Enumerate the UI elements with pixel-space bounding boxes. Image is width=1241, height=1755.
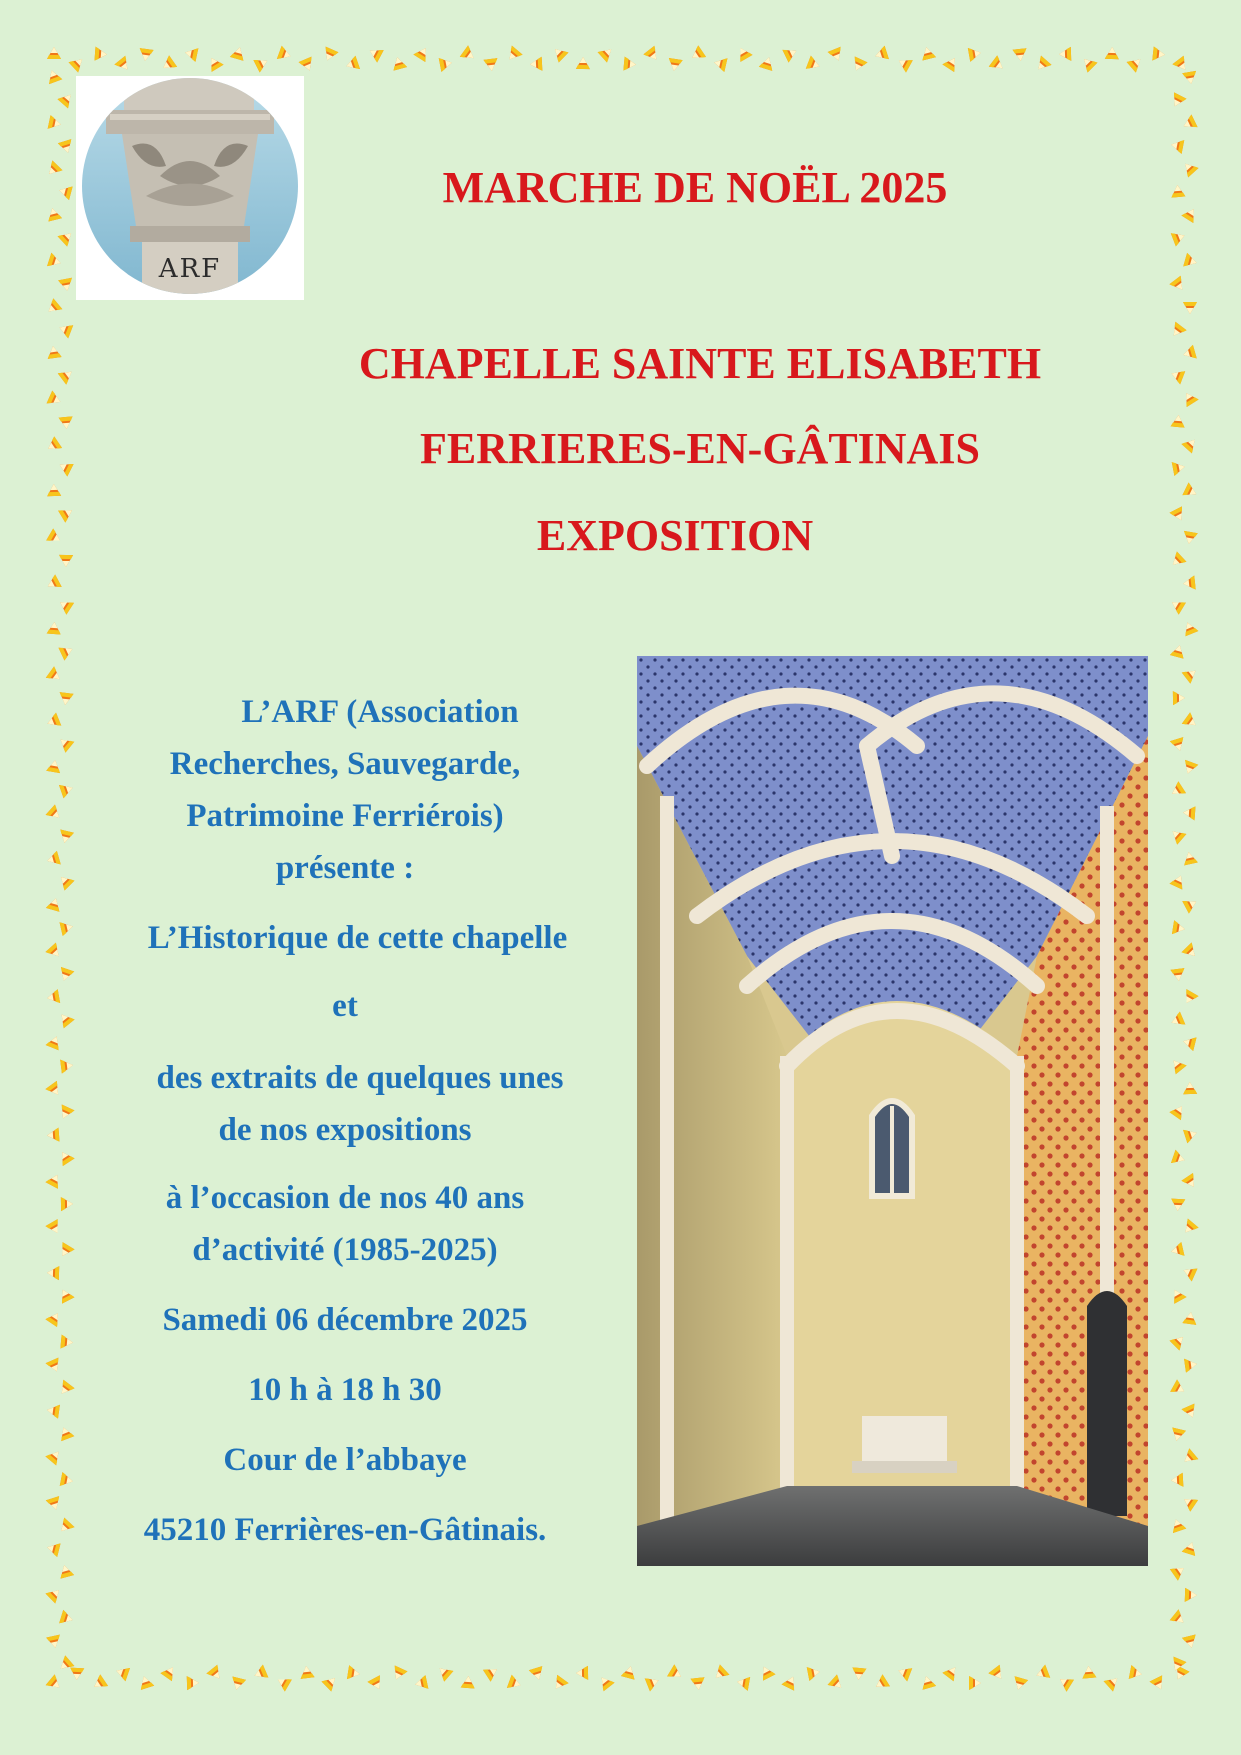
candy-corn-icon: [550, 44, 568, 62]
candy-corn-icon: [56, 872, 74, 890]
candy-corn-icon: [1183, 302, 1197, 314]
candy-corn-icon: [390, 1666, 408, 1683]
candy-corn-icon: [56, 1518, 74, 1536]
body-line: à l’occasion de nos 40 ans: [165, 1180, 525, 1216]
candy-corn-icon: [645, 1674, 661, 1691]
candy-corn-icon: [1169, 1012, 1186, 1030]
candy-corn-icon: [439, 56, 453, 72]
candy-corn-icon: [184, 46, 199, 62]
candy-corn-icon: [1181, 115, 1198, 133]
candy-corn-icon: [1079, 54, 1097, 72]
candy-corn-icon: [1182, 851, 1198, 866]
candy-corn-icon: [230, 1676, 246, 1691]
candy-corn-icon: [1013, 48, 1028, 61]
candy-corn-icon: [57, 967, 74, 983]
candy-corn-icon: [57, 90, 75, 108]
candy-corn-icon: [483, 58, 498, 72]
candy-corn-icon: [69, 54, 87, 72]
candy-corn-icon: [1170, 737, 1187, 753]
candy-corn-icon: [95, 47, 108, 62]
candy-corn-icon: [46, 528, 63, 546]
candy-corn-icon: [47, 391, 64, 409]
candy-corn-icon: [713, 56, 728, 72]
candy-corn-icon: [1171, 1150, 1187, 1167]
candy-corn-icon: [56, 1380, 74, 1398]
candy-corn-icon: [1011, 1676, 1028, 1691]
candy-corn-icon: [942, 1663, 960, 1681]
candy-corn-icon: [782, 45, 799, 63]
candy-corn-icon: [57, 1425, 74, 1441]
candy-corn-icon: [45, 1172, 63, 1189]
candy-corn-icon: [873, 46, 889, 63]
candy-corn-icon: [1170, 1428, 1186, 1443]
event-date: Samedi 06 décembre 2025: [162, 1302, 528, 1338]
candy-corn-icon: [45, 851, 60, 868]
candy-corn-icon: [1182, 576, 1195, 591]
candy-corn-icon: [46, 896, 63, 911]
candy-corn-icon: [45, 1081, 63, 1099]
candy-corn-icon: [114, 1664, 130, 1681]
candy-corn-icon: [1168, 781, 1186, 799]
candy-corn-icon: [828, 47, 845, 63]
candy-corn-icon: [60, 920, 75, 936]
body-line: présente :: [275, 850, 415, 886]
body-line: Patrimoine Ferriérois): [186, 798, 504, 834]
candy-corn-icon: [1169, 1517, 1186, 1533]
candy-corn-icon: [187, 1676, 199, 1690]
candy-corn-icon: [895, 54, 912, 72]
candy-corn-icon: [1169, 276, 1187, 294]
candy-corn-icon: [1183, 253, 1198, 270]
candy-corn-icon: [56, 734, 74, 752]
candy-corn-icon: [45, 713, 61, 730]
event-hours: 10 h à 18 h 30: [248, 1372, 442, 1408]
candy-corn-icon: [57, 183, 72, 200]
candy-corn-icon: [1168, 1056, 1186, 1074]
arf-logo: [76, 76, 304, 300]
candy-corn-icon: [1180, 989, 1198, 1006]
candy-corn-icon: [1181, 1173, 1199, 1191]
candy-corn-icon: [1171, 414, 1186, 427]
candy-corn-icon: [1170, 138, 1184, 154]
event-title: MARCHE DE NOËL 2025: [442, 163, 948, 212]
candy-corn-icon: [70, 1668, 85, 1681]
candy-corn-icon: [734, 44, 752, 61]
candy-corn-icon: [413, 44, 431, 62]
candy-corn-icon: [60, 1058, 74, 1073]
candy-corn-icon: [1184, 1357, 1198, 1373]
candy-corn-icon: [1181, 205, 1199, 223]
candy-corn-icon: [1104, 1673, 1122, 1691]
candy-corn-icon: [277, 46, 293, 63]
candy-corn-icon: [758, 1664, 776, 1681]
candy-corn-icon: [1182, 665, 1200, 683]
candy-corn-icon: [1180, 159, 1198, 177]
candy-corn-icon: [46, 1403, 60, 1419]
candy-corn-icon: [1170, 1332, 1188, 1350]
candy-corn-icon: [1169, 92, 1187, 109]
candy-corn-icon: [968, 46, 982, 62]
candy-corn-icon: [1081, 1665, 1096, 1678]
candy-corn-icon: [44, 161, 62, 179]
candy-corn-icon: [1182, 1540, 1199, 1556]
candy-corn-icon: [688, 45, 706, 63]
candy-corn-icon: [504, 46, 522, 64]
candy-corn-icon: [1129, 1665, 1143, 1681]
candy-corn-icon: [1180, 389, 1198, 407]
candy-corn-icon: [46, 1034, 63, 1050]
candy-corn-icon: [299, 57, 317, 74]
candy-corn-icon: [414, 1675, 429, 1691]
candy-corn-icon: [1152, 47, 1165, 62]
candy-corn-icon: [1059, 47, 1071, 61]
candy-corn-icon: [1180, 1493, 1198, 1511]
candy-corn-icon: [321, 47, 339, 64]
candy-corn-icon: [46, 1496, 63, 1512]
candy-corn-icon: [1170, 1609, 1188, 1627]
candy-corn-icon: [252, 1665, 269, 1683]
candy-corn-icon: [1181, 435, 1199, 453]
logo-text: ARF: [158, 254, 222, 284]
candy-corn-icon: [58, 278, 74, 292]
candy-corn-icon: [507, 1675, 523, 1692]
candy-corn-icon: [1056, 1673, 1074, 1691]
candy-corn-icon: [56, 1010, 74, 1028]
candy-corn-icon: [1173, 691, 1185, 705]
candy-corn-icon: [47, 47, 61, 59]
candy-corn-icon: [1170, 643, 1187, 658]
candy-corn-icon: [596, 1673, 614, 1691]
candy-corn-icon: [850, 57, 868, 74]
body-line: L’ARF (Association: [241, 694, 519, 730]
candy-corn-icon: [59, 416, 74, 429]
candy-corn-icon: [57, 1105, 75, 1122]
candy-corn-icon: [1182, 483, 1199, 501]
candy-corn-icon: [920, 46, 936, 61]
body-line: L’Historique de cette chapelle: [147, 920, 568, 956]
candy-corn-icon: [1170, 184, 1185, 197]
body-line: de nos expositions: [218, 1112, 472, 1148]
candy-corn-icon: [299, 1665, 314, 1679]
event-address: 45210 Ferrières-en-Gâtinais.: [143, 1512, 547, 1548]
candy-corn-icon: [46, 1635, 62, 1650]
candy-corn-icon: [989, 55, 1007, 73]
candy-corn-icon: [1105, 47, 1119, 59]
candy-corn-icon: [483, 1663, 501, 1681]
candy-corn-icon: [58, 830, 74, 845]
candy-corn-icon: [667, 1664, 684, 1682]
candy-corn-icon: [57, 321, 73, 338]
candy-corn-icon: [1181, 943, 1199, 961]
candy-corn-icon: [253, 55, 270, 73]
candy-corn-icon: [46, 345, 62, 359]
candy-corn-icon: [1168, 596, 1185, 614]
candy-corn-icon: [1150, 1675, 1168, 1692]
candy-corn-icon: [529, 1666, 546, 1682]
candy-corn-icon: [59, 555, 73, 567]
candy-corn-icon: [60, 1472, 74, 1488]
candy-corn-icon: [1182, 896, 1199, 914]
candy-corn-icon: [530, 57, 543, 72]
candy-corn-icon: [667, 58, 683, 72]
candy-corn-icon: [1170, 1242, 1185, 1258]
candy-corn-icon: [1180, 1219, 1198, 1237]
candy-corn-icon: [1181, 760, 1198, 776]
candy-corn-icon: [807, 1665, 821, 1681]
candy-corn-icon: [896, 1664, 912, 1681]
candy-corn-icon: [60, 1335, 73, 1350]
candy-corn-icon: [90, 1674, 108, 1692]
candy-corn-icon: [206, 1665, 224, 1683]
exhibition-label: EXPOSITION: [536, 511, 814, 560]
candy-corn-icon: [45, 1219, 63, 1236]
candy-corn-icon: [576, 57, 590, 69]
candy-corn-icon: [643, 46, 661, 64]
candy-corn-icon: [1183, 1126, 1199, 1143]
candy-corn-icon: [1182, 1634, 1198, 1649]
candy-corn-icon: [969, 1676, 981, 1690]
candy-corn-icon: [1181, 620, 1198, 636]
candy-corn-icon: [1171, 1473, 1184, 1488]
candy-corn-icon: [58, 504, 75, 522]
candy-corn-icon: [1168, 551, 1186, 569]
candy-corn-icon: [47, 622, 62, 635]
candy-corn-icon: [1127, 54, 1145, 72]
candy-corn-icon: [56, 1242, 74, 1259]
candy-corn-icon: [367, 45, 384, 63]
body-line: des extraits de quelques unes: [156, 1060, 564, 1096]
candy-corn-icon: [59, 643, 76, 661]
candy-corn-icon: [711, 1664, 729, 1682]
candy-corn-icon: [461, 1676, 476, 1689]
candy-corn-icon: [47, 484, 61, 496]
candy-corn-icon: [1170, 873, 1188, 890]
candy-corn-icon: [45, 1309, 63, 1327]
candy-corn-icon: [1182, 1404, 1200, 1421]
candy-corn-icon: [46, 666, 64, 684]
candy-corn-icon: [347, 1665, 361, 1681]
candy-corn-icon: [205, 54, 223, 71]
venue-town: FERRIERES-EN-GÂTINAIS: [420, 424, 980, 473]
candy-corn-icon: [138, 48, 154, 62]
candy-corn-icon: [598, 44, 616, 62]
venue-name: CHAPELLE SAINTE ELISABETH: [358, 339, 1042, 388]
candy-corn-icon: [390, 55, 407, 70]
candy-corn-icon: [45, 68, 62, 84]
candy-corn-icon: [1170, 968, 1185, 982]
candy-corn-icon: [46, 1358, 64, 1375]
candy-corn-icon: [1172, 1665, 1190, 1682]
candy-corn-icon: [1169, 367, 1185, 384]
candy-corn-icon: [58, 366, 76, 384]
candy-corn-icon: [1168, 826, 1186, 844]
candy-corn-icon: [576, 1666, 588, 1680]
candy-corn-icon: [57, 459, 74, 477]
candy-corn-icon: [1033, 56, 1051, 74]
candy-corn-icon: [45, 574, 62, 592]
candy-corn-icon: [1181, 1264, 1198, 1282]
candy-corn-icon: [47, 1266, 59, 1280]
candy-corn-icon: [46, 989, 60, 1005]
candy-corn-icon: [58, 139, 75, 155]
candy-corn-icon: [1183, 806, 1196, 821]
candy-corn-icon: [1185, 1588, 1197, 1602]
candy-corn-icon: [1180, 1448, 1198, 1466]
candy-corn-icon: [46, 1585, 64, 1603]
candy-corn-icon: [344, 56, 360, 73]
candy-corn-icon: [47, 253, 63, 270]
body-line: d’activité (1985-2025): [192, 1232, 498, 1268]
candy-corn-icon: [45, 943, 63, 961]
body-line: Recherches, Sauvegarde,: [169, 746, 521, 782]
candy-corn-icon: [1169, 1102, 1187, 1120]
candy-corn-icon: [851, 1667, 866, 1680]
candy-corn-icon: [45, 1447, 63, 1465]
candy-corn-icon: [56, 596, 74, 614]
candy-corn-icon: [1168, 1286, 1186, 1303]
candy-corn-icon: [56, 1655, 74, 1673]
candy-corn-icon: [46, 1674, 64, 1692]
candy-corn-icon: [621, 1664, 638, 1679]
candy-corn-icon: [550, 1675, 568, 1693]
candy-corn-icon: [1168, 322, 1186, 340]
candy-corn-icon: [44, 436, 62, 454]
candy-corn-icon: [160, 1663, 178, 1681]
candy-corn-icon: [1171, 229, 1187, 246]
candy-corn-icon: [759, 55, 776, 71]
candy-corn-icon: [48, 115, 63, 131]
candy-corn-icon: [736, 1675, 750, 1691]
candy-corn-icon: [367, 1675, 385, 1692]
candy-corn-icon: [623, 57, 636, 72]
candy-corn-icon: [274, 1673, 291, 1691]
candy-corn-icon: [1169, 506, 1187, 523]
candy-corn-icon: [1170, 1379, 1187, 1397]
candy-corn-icon: [137, 1674, 154, 1690]
candy-corn-icon: [1182, 71, 1198, 85]
candy-corn-icon: [1034, 1665, 1050, 1682]
candy-corn-icon: [806, 56, 822, 73]
candy-corn-icon: [919, 1674, 936, 1689]
candy-corn-icon: [1171, 1199, 1186, 1212]
candy-corn-icon: [1170, 1562, 1188, 1580]
candy-corn-icon: [1183, 1082, 1197, 1094]
candy-corn-icon: [988, 1665, 1006, 1683]
candy-corn-icon: [46, 207, 62, 222]
candy-corn-icon: [322, 1673, 340, 1691]
candy-corn-icon: [46, 759, 62, 773]
candy-corn-icon: [59, 1610, 75, 1627]
candy-corn-icon: [44, 298, 62, 316]
candy-corn-icon: [1172, 460, 1186, 476]
candy-corn-icon: [56, 1148, 74, 1166]
candy-corn-icon: [114, 56, 132, 74]
candy-corn-icon: [58, 692, 73, 706]
candy-corn-icon: [1182, 531, 1198, 545]
candy-corn-icon: [872, 1674, 890, 1692]
candy-corn-icon: [782, 1674, 800, 1691]
body-line: et: [332, 988, 358, 1024]
candy-corn-icon: [828, 1674, 846, 1692]
candy-corn-icon: [942, 54, 960, 72]
candy-corn-icon: [1182, 712, 1200, 730]
candy-corn-icon: [58, 228, 76, 246]
candy-corn-icon: [47, 1128, 60, 1143]
candy-corn-icon: [59, 781, 75, 798]
event-place: Cour de l’abbaye: [223, 1442, 467, 1478]
candy-corn-icon: [460, 45, 478, 63]
candy-corn-icon: [691, 1677, 706, 1690]
candy-corn-icon: [1181, 345, 1196, 362]
candy-corn-icon: [159, 55, 177, 73]
candy-corn-icon: [1172, 920, 1186, 936]
candy-corn-icon: [46, 804, 64, 822]
candy-corn-icon: [435, 1663, 453, 1681]
candy-corn-icon: [1182, 1311, 1198, 1325]
candy-corn-icon: [1182, 1035, 1197, 1051]
candy-corn-icon: [1172, 56, 1190, 74]
candy-corn-icon: [57, 1287, 75, 1304]
candy-corn-icon: [230, 45, 247, 60]
chapel-photo: [637, 656, 1148, 1566]
candy-corn-icon: [61, 1197, 73, 1211]
candy-corn-icon: [46, 1541, 61, 1557]
candy-corn-icon: [57, 1563, 74, 1578]
